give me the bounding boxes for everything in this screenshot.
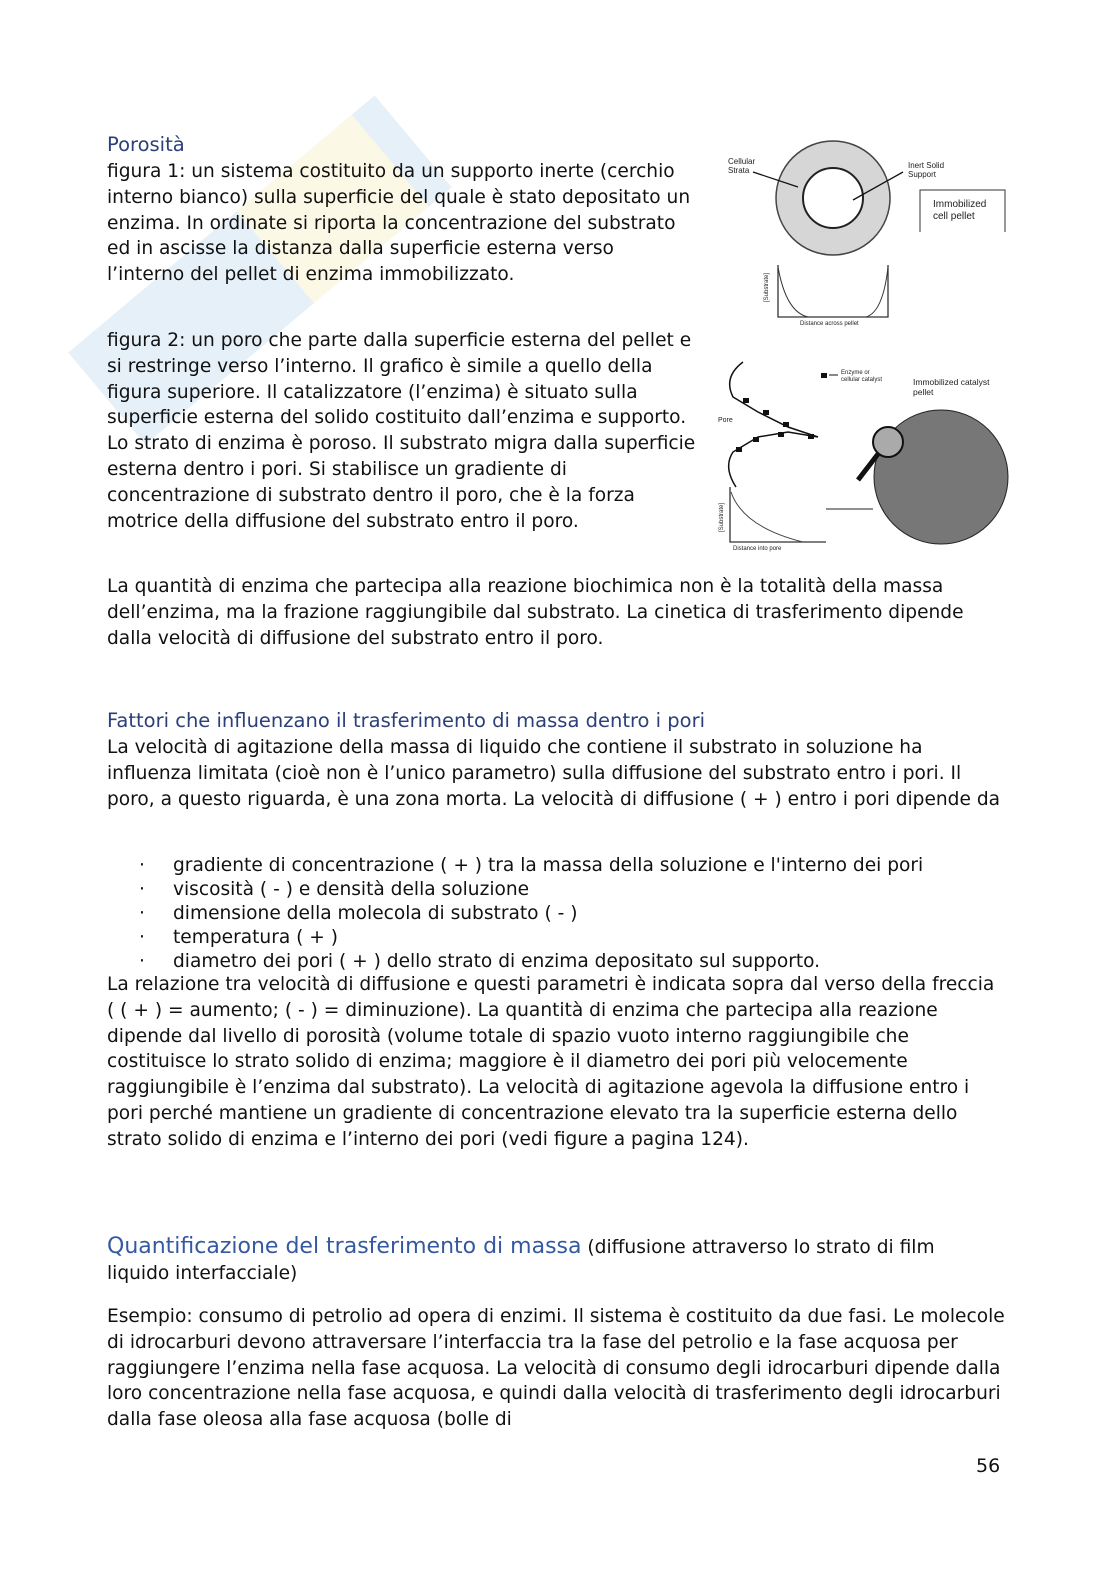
- factors-list: [107, 854, 1017, 974]
- quant-heading-line: [107, 1234, 997, 1287]
- y-label-1: [Substrate]: [764, 272, 770, 302]
- list-item: · gradiente di concentrazione ( + ) tra la massa della soluzione e l'interno dei pori: [107, 854, 1017, 878]
- list-item: · diametro dei pori ( + ) dello strato di enzima depositato sul supporto.: [107, 950, 1017, 974]
- legend-enzyme-1: Enzyme or: [841, 370, 870, 376]
- label-catalyst-pellet-1: Immobilized catalyst: [913, 377, 990, 387]
- label-catalyst-pellet-2: pellet: [913, 387, 934, 397]
- y-label-2: [Substrate]: [719, 502, 725, 532]
- magnifier-lens: [873, 427, 903, 457]
- fig1-description: figura 1: un sistema costituito da un supporto inerte (cerchio interno bianco) sulla superficie del quale è stato depositato un enzima. In ordinate si riporta la concentrazione del substrato ed in ascisse la distanza dalla superficie esterna verso l’interno del pellet di enzima immobilizzato.: [107, 161, 691, 286]
- list-item: · viscosità ( - ) e densità della soluzione: [107, 878, 1017, 902]
- porosity-paragraph: La quantità di enzima che partecipa alla reazione biochimica non è la totalità della massa dell’enzima, ma la frazione raggiungibile dal substrato. La cinetica di trasferimento dipende dalla velocità di diffusione del substrato entro il poro.: [107, 576, 964, 649]
- x-label-1: Distance across pellet: [800, 321, 859, 327]
- list-item: · dimensione della molecola di substrato ( - ): [107, 902, 1017, 926]
- label-cellular-strata-1: Cellular: [728, 157, 756, 166]
- heading-porosity: Porosità: [107, 133, 185, 156]
- label-inert-support-2: Support: [908, 170, 937, 179]
- list-item: · temperatura ( + ): [107, 926, 1017, 950]
- label-immobilized-cell-2: cell pellet: [933, 211, 975, 222]
- factors-paragraph: La relazione tra velocità di diffusione e questi parametri è indicata sopra dal verso della freccia ( ( + ) = aumento; ( - ) = diminuzione). La quantità di enzima che partecipa alla reazione dipende dal livello di porosità (volume totale di spazio vuoto interno raggiungibile che costituisce lo strato solido di enzima; maggiore è il diametro dei pori più velocemente raggiungibile è l’enzima dal substrato). La velocità di agitazione agevola la diffusione entro i pori perché mantiene un gradiente di concentrazione elevato tra la superficie esterna dello strato solido di enzima e l’interno dei pori (vedi figure a pagina 124).: [107, 974, 995, 1150]
- quant-paragraph: Esempio: consumo di petrolio ad opera di enzimi. Il sistema è costituito da due fasi. Le molecole di idrocarburi devono attraversare l’interfaccia tra la fase del petrolio e la fase acquosa per raggiungere l’enzima nella fase acquosa. La velocità di consumo degli idrocarburi dipende dalla loro concentrazione nella fase acquosa, e quindi dalla velocità di trasferimento degli idrocarburi dalla fase oleosa alla fase acquosa (bolle di: [107, 1306, 1005, 1431]
- legend-enzyme-2: cellular catalyst: [841, 377, 883, 383]
- label-pore: Pore: [718, 417, 733, 424]
- heading-factors: Fattori che influenzano il trasferimento di massa dentro i pori: [107, 709, 706, 732]
- inert-support-core: [803, 168, 863, 228]
- x-label-2: Distance into pore: [733, 546, 782, 552]
- label-cellular-strata-2: Strata: [728, 166, 750, 175]
- factors-intro: La velocità di agitazione della massa di liquido che contiene il substrato in soluzione ha influenza limitata (cioè non è l’unico parametro) sulla diffusione del substrato entro i pori. Il poro, a questo riguarda, è una zona morta. La velocità di diffusione ( + ) entro i pori dipende da: [107, 737, 1001, 810]
- page-number: 56: [976, 1455, 1001, 1477]
- pellet-figures: [708, 132, 1013, 557]
- label-immobilized-cell-1: Immobilized: [933, 199, 987, 210]
- fig2-description: figura 2: un poro che parte dalla superficie esterna del pellet e si restringe verso l’interno. Il grafico è simile a quello della figura superiore. Il catalizzatore (l’enzima) è situato sulla superficie esterna del solido costituito dall’enzima e supporto. Lo strato di enzima è poroso. Il substrato migra dalla superficie esterna dentro i pori. Si stabilisce un gradiente di concentrazione di substrato dentro il poro, che è la forza motrice della diffusione del substrato entro il poro.: [107, 330, 696, 532]
- heading-suffix: (diffusione attraverso lo strato di film liquido interfacciale): [107, 1237, 935, 1284]
- label-inert-support-1: Inert Solid: [908, 161, 945, 170]
- heading-quantification: Quantificazione del trasferimento di massa: [107, 1234, 582, 1259]
